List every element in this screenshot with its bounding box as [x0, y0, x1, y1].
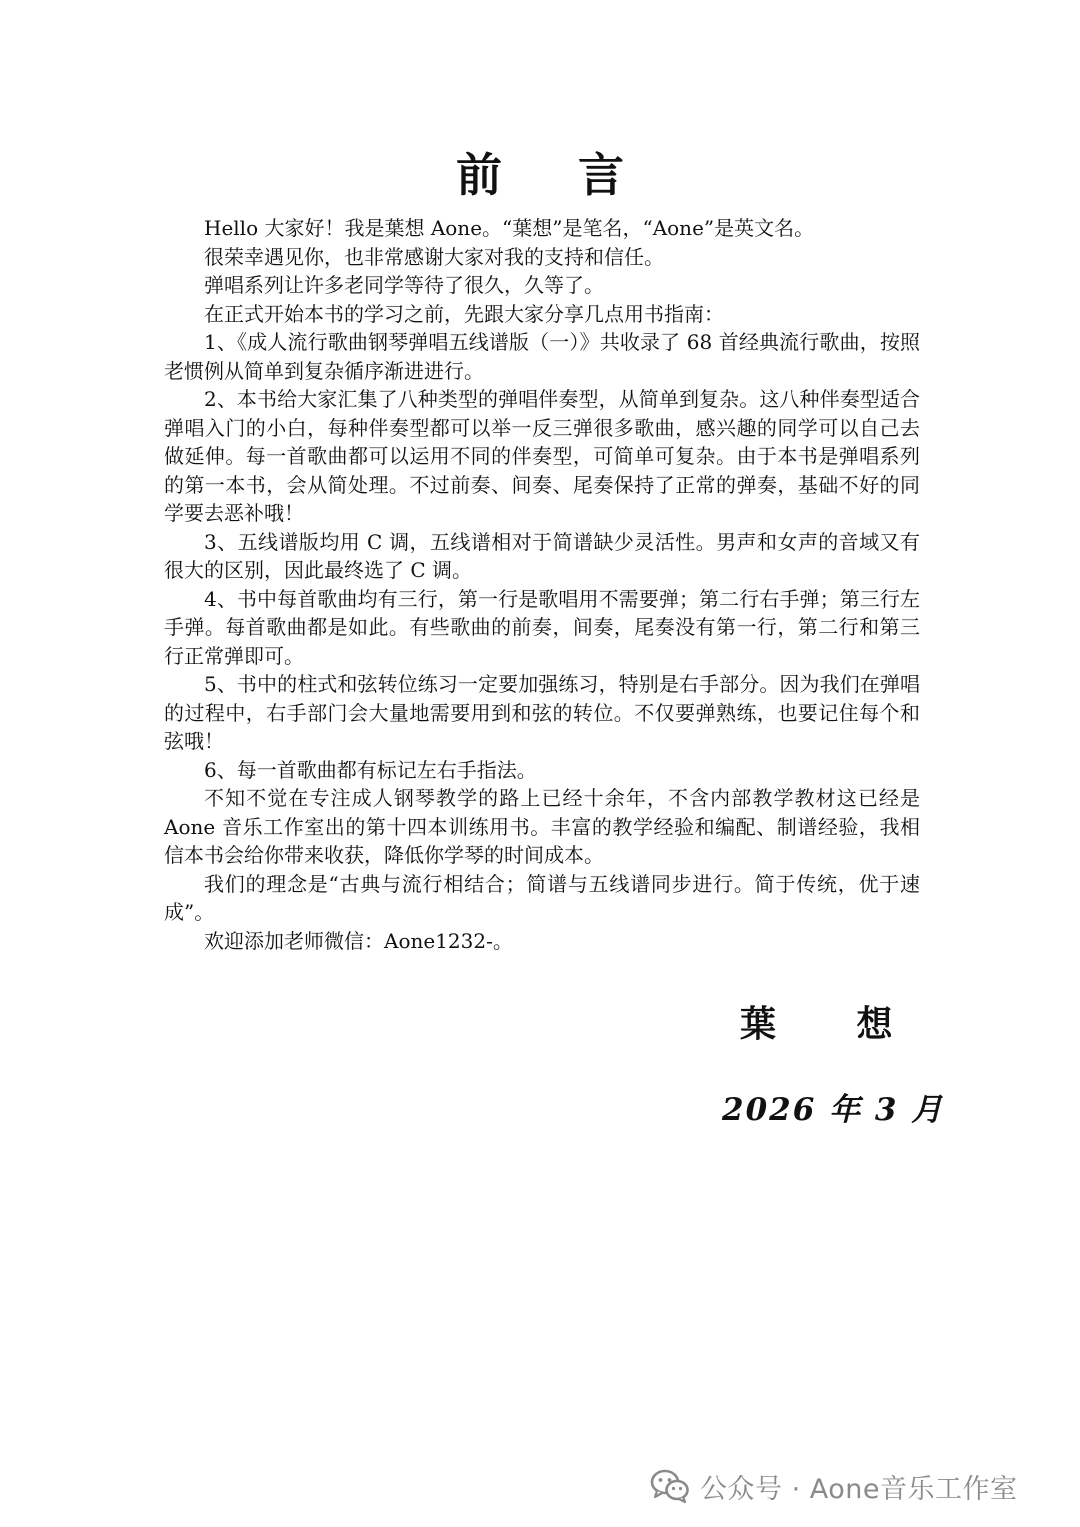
watermark-text: 公众号 · Aone音乐工作室: [700, 1473, 1018, 1505]
paragraph-contact: 欢迎添加老师微信：Aone1232-。: [204, 928, 513, 953]
signature-date: 2026 年 3 月: [722, 1092, 945, 1128]
preface-body: [164, 214, 920, 955]
paragraph-guide-4: 4、书中每首歌曲均有三行，第一行是歌唱用不需要弹；第二行右手弹；第三行左手弹。每首歌曲都是如此。有些歌曲的前奏，间奏，尾奏没有第一行，第二行和第三行正常弹即可。: [164, 586, 920, 668]
paragraph-thanks: 很荣幸遇见你，也非常感谢大家对我的支持和信任。: [204, 244, 664, 269]
wechat-icon: [650, 1468, 690, 1504]
paragraph-guide-5: 5、书中的柱式和弦转位练习一定要加强练习，特别是右手部分。因为我们在弹唱的过程中，右手部门会大量地需要用到和弦的转位。不仅要弹熟练，也要记住每个和弦哦！: [164, 672, 920, 753]
paragraph-guide-1: 1、《成人流行歌曲钢琴弹唱五线谱版（一）》共收录了 68 首经典流行歌曲，按照老惯例从简单到复杂循序渐进进行。: [164, 330, 920, 383]
paragraph-guide-2: 2、本书给大家汇集了八种类型的弹唱伴奏型，从简单到复杂。这八种伴奏型适合弹唱入门的小白，每种伴奏型都可以举一反三弹很多歌曲，感兴趣的同学可以自己去做延伸。每一首歌曲都可以运用不同的伴奏型，可简单可复杂。由于本书是弹唱系列的第一本书，会从简处理。不过前奏、间奏、尾奏保持了正常的弹奏，基础不好的同学要去恶补哦！: [164, 387, 920, 525]
paragraph-waiting: 弹唱系列让许多老同学等待了很久，久等了。: [204, 273, 604, 297]
paragraph-guide-intro: 在正式开始本书的学习之前，先跟大家分享几点用书指南：: [204, 301, 724, 326]
author-signature: 葉 想: [740, 1003, 927, 1045]
paragraph-philosophy: 我们的理念是“古典与流行相结合；简谱与五线谱同步进行。简于传统，优于速成”。: [164, 871, 920, 924]
paragraph-guide-6: 6、每一首歌曲都有标记左右手指法。: [204, 757, 537, 782]
page-title: 前 言: [455, 148, 654, 202]
paragraph-greeting: Hello 大家好！我是葉想 Aone。“葉想”是笔名，“Aone”是英文名。: [204, 216, 815, 240]
paragraph-experience: 不知不觉在专注成人钢琴教学的路上已经十余年，不含内部教学教材这已经是 Aone 音乐工作室出的第十四本训练用书。丰富的教学经验和编配、制谱经验，我相信本书会给你带来收获，降低你学琴的时间成本。: [164, 786, 920, 867]
paragraph-guide-3: 3、五线谱版均用 C 调，五线谱相对于简谱缺少灵活性。男声和女声的音域又有很大的区别，因此最终选了 C 调。: [164, 529, 920, 582]
wechat-watermark: [650, 1456, 1018, 1516]
